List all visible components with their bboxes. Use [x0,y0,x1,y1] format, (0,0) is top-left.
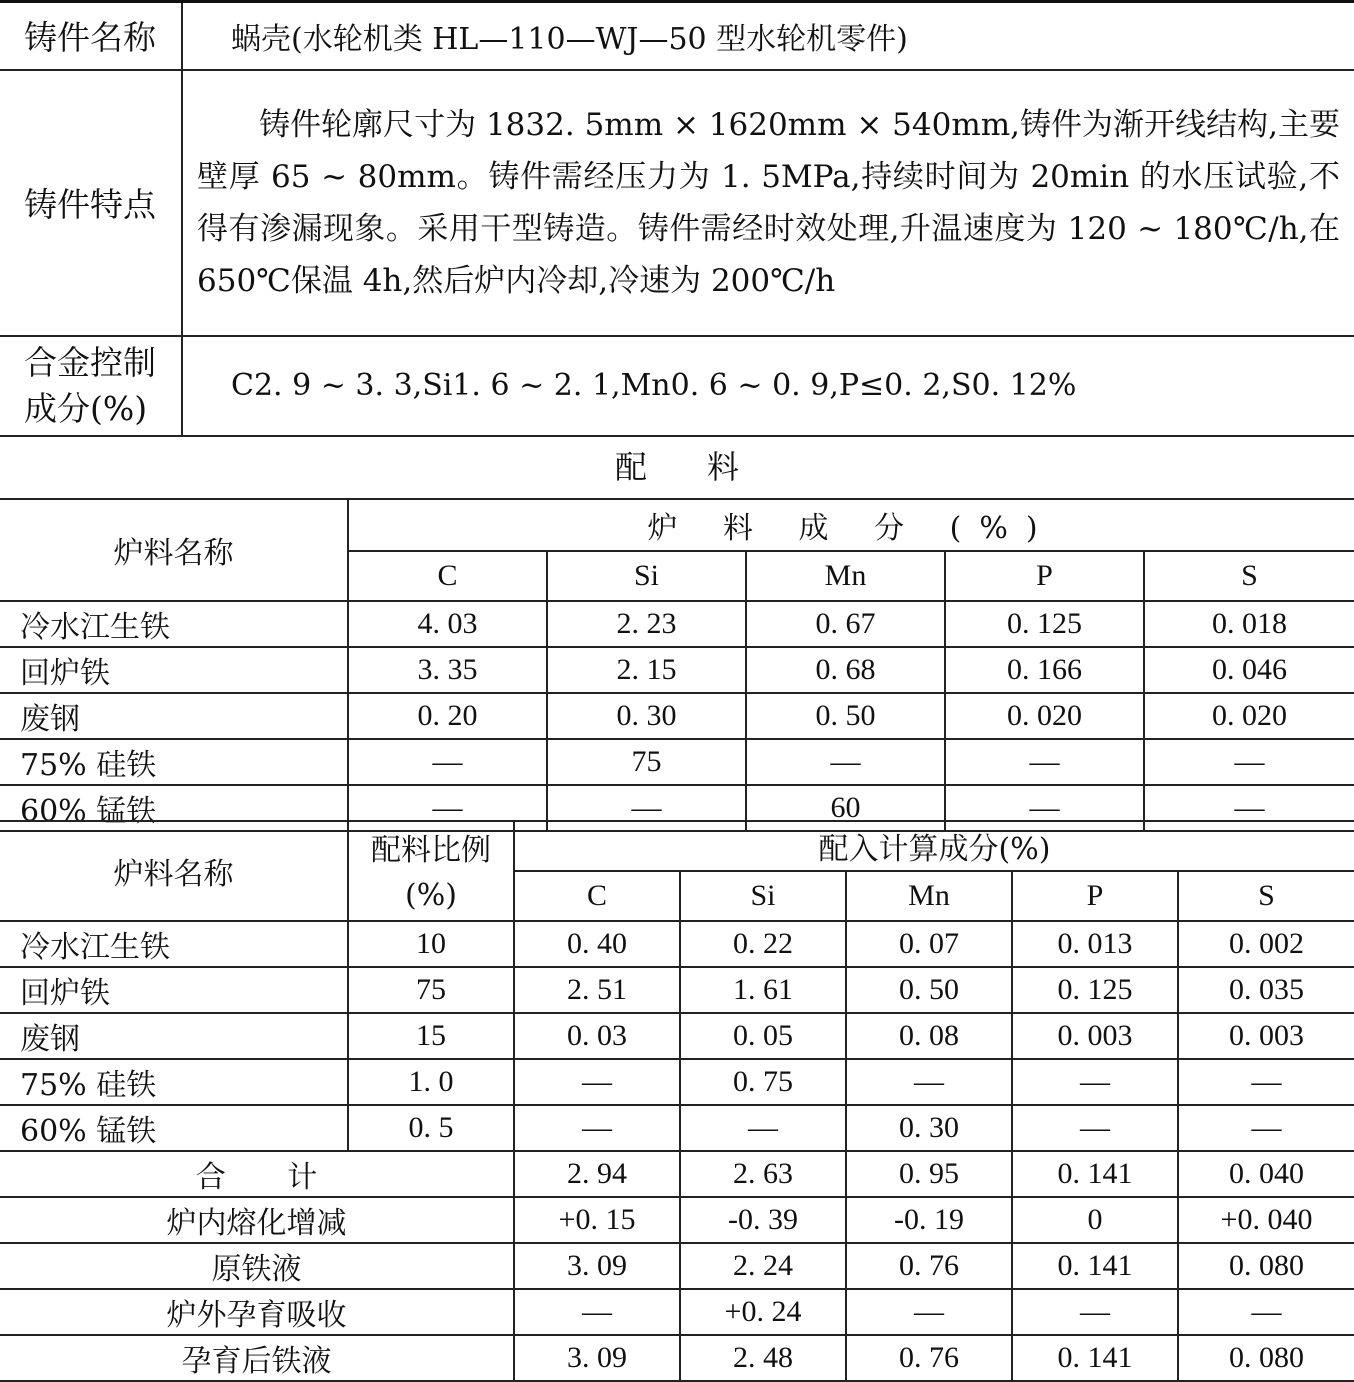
comp-cell: — [1144,739,1354,785]
summary-label: 炉外孕育吸收 [0,1289,514,1335]
comp-col-header: C [348,551,547,601]
mix-cell: — [514,1105,680,1151]
comp-cell: 75 [547,739,746,785]
casting-features-value: 铸件轮廓尺寸为 1832. 5mm × 1620mm × 540mm,铸件为渐开线结构,主要壁厚 65 ~ 80mm。铸件需经压力为 1. 5MPa,持续时间为 20min 的水压试验,不得有渗漏现象。采用干型铸造。铸件需经时效处理,升温速度为 120 ~ 180℃/h,在 650℃保温 4h,然后炉内冷却,冷速为 200℃/h [197,106,1340,299]
comp-name-header: 炉料名称 [0,499,348,601]
comp-group-header: 炉 料 成 分 (%) [348,499,1354,551]
summary-cell: 2. 94 [514,1151,680,1197]
summary-cell: -0. 19 [846,1197,1012,1243]
summary-row [0,1289,1354,1335]
mix-cell: — [1178,1059,1354,1105]
mix-row-ratio: 15 [348,1013,514,1059]
summary-cell: — [514,1289,680,1335]
comp-cell: — [1144,785,1354,831]
casting-name-value: 蜗壳(水轮机类 HL—110—WJ—50 型水轮机零件) [182,2,1354,70]
alloy-control-label-line2: 成分(%) [24,388,148,428]
comp-row-name: 废钢 [0,693,348,739]
mix-row [0,921,1354,967]
comp-cell: 0. 018 [1144,601,1354,647]
casting-info-table [0,0,1354,437]
mix-cell: 0. 30 [846,1105,1012,1151]
comp-cell: 2. 23 [547,601,746,647]
comp-cell: — [945,785,1144,831]
comp-row [0,601,1354,647]
section-title: 配料 [614,448,799,486]
mix-col-header: C [514,871,680,921]
summary-cell: 0. 040 [1178,1151,1354,1197]
comp-cell: 0. 67 [746,601,945,647]
summary-label: 孕育后铁液 [0,1335,514,1381]
summary-cell: 0. 080 [1178,1335,1354,1381]
summary-cell: — [1178,1289,1354,1335]
mix-row-name: 60% 锰铁 [0,1105,348,1151]
summary-cell: +0. 040 [1178,1197,1354,1243]
alloy-control-value: C2. 9 ~ 3. 3,Si1. 6 ~ 2. 1,Mn0. 6 ~ 0. 9,P≤0. 2,S0. 12% [182,336,1354,436]
comp-cell: 0. 125 [945,601,1144,647]
mix-cell: 2. 51 [514,967,680,1013]
comp-cell: 3. 35 [348,647,547,693]
comp-cell: — [945,739,1144,785]
comp-cell: 4. 03 [348,601,547,647]
summary-cell: — [1012,1289,1178,1335]
summary-cell: +0. 24 [680,1289,846,1335]
mix-row [0,1013,1354,1059]
comp-cell: 60 [746,785,945,831]
summary-cell: 0. 76 [846,1243,1012,1289]
summary-cell: 2. 63 [680,1151,846,1197]
mix-cell: 0. 003 [1178,1013,1354,1059]
mix-cell: — [680,1105,846,1151]
mix-row-ratio: 1. 0 [348,1059,514,1105]
comp-cell: — [348,785,547,831]
comp-cell: — [348,739,547,785]
summary-cell: -0. 39 [680,1197,846,1243]
mix-row-name: 75% 硅铁 [0,1059,348,1105]
mix-row-name: 废钢 [0,1013,348,1059]
mix-col-header: P [1012,871,1178,921]
comp-row-name: 60% 锰铁 [0,785,348,831]
mix-cell: 0. 03 [514,1013,680,1059]
comp-row [0,739,1354,785]
comp-cell: 0. 020 [945,693,1144,739]
casting-name-label: 铸件名称 [0,2,182,70]
comp-row-name: 冷水江生铁 [0,601,348,647]
mix-group-header: 配入计算成分(%) [514,821,1354,871]
summary-row [0,1243,1354,1289]
summary-cell: 0. 141 [1012,1151,1178,1197]
comp-cell: 2. 15 [547,647,746,693]
summary-cell: 0. 95 [846,1151,1012,1197]
comp-cell: 0. 68 [746,647,945,693]
mix-row-ratio: 10 [348,921,514,967]
comp-col-header: Si [547,551,746,601]
mix-row-name: 回炉铁 [0,967,348,1013]
comp-col-header: P [945,551,1144,601]
casting-features-label: 铸件特点 [0,70,182,336]
comp-cell: 0. 046 [1144,647,1354,693]
mix-cell: 0. 035 [1178,967,1354,1013]
summary-cell: +0. 15 [514,1197,680,1243]
summary-row [0,1335,1354,1381]
mix-row-name: 冷水江生铁 [0,921,348,967]
mix-ratio-header-line1: 配料比例 [348,821,514,871]
mix-col-header: Si [680,871,846,921]
mix-col-header: Mn [846,871,1012,921]
mix-name-header: 炉料名称 [0,821,348,921]
mix-row-ratio: 75 [348,967,514,1013]
mix-cell: 0. 013 [1012,921,1178,967]
comp-row-name: 回炉铁 [0,647,348,693]
comp-row-name: 75% 硅铁 [0,739,348,785]
mix-cell: 0. 05 [680,1013,846,1059]
alloy-control-label [0,336,182,436]
summary-row [0,1151,1354,1197]
mix-cell: — [846,1059,1012,1105]
comp-cell: 0. 20 [348,693,547,739]
mix-ratio-header-line2: (%) [348,871,514,921]
summary-cell: 3. 09 [514,1335,680,1381]
mix-cell: — [1178,1105,1354,1151]
summary-label: 原铁液 [0,1243,514,1289]
mix-cell: — [1012,1105,1178,1151]
mix-cell: 0. 125 [1012,967,1178,1013]
mix-row [0,1059,1354,1105]
comp-cell: — [746,739,945,785]
summary-label: 炉内熔化增减 [0,1197,514,1243]
summary-row [0,1197,1354,1243]
comp-cell: 0. 30 [547,693,746,739]
mix-cell: 0. 002 [1178,921,1354,967]
comp-cell: 0. 166 [945,647,1144,693]
mix-cell: 0. 08 [846,1013,1012,1059]
mix-row-ratio: 0. 5 [348,1105,514,1151]
summary-cell: 3. 09 [514,1243,680,1289]
mix-row [0,967,1354,1013]
alloy-control-label-line1: 合金控制 [24,342,156,382]
comp-row [0,693,1354,739]
charge-composition-table [0,498,1354,832]
mix-cell: 0. 75 [680,1059,846,1105]
mix-cell: 1. 61 [680,967,846,1013]
mix-cell: 0. 50 [846,967,1012,1013]
comp-col-header: Mn [746,551,945,601]
comp-cell: 0. 020 [1144,693,1354,739]
mix-cell: — [1012,1059,1178,1105]
comp-row [0,647,1354,693]
mix-cell: 0. 40 [514,921,680,967]
mix-cell: — [514,1059,680,1105]
comp-cell: — [547,785,746,831]
summary-cell: 0. 141 [1012,1243,1178,1289]
mix-cell: 0. 003 [1012,1013,1178,1059]
summary-cell: 2. 24 [680,1243,846,1289]
mix-col-header: S [1178,871,1354,921]
casting-features-cell [182,70,1354,336]
summary-cell: 2. 48 [680,1335,846,1381]
comp-col-header: S [1144,551,1354,601]
summary-cell: 0. 141 [1012,1335,1178,1381]
summary-cell: 0 [1012,1197,1178,1243]
mix-cell: 0. 07 [846,921,1012,967]
comp-cell: 0. 50 [746,693,945,739]
charge-mix-table [0,820,1354,1382]
summary-label: 合 计 [0,1151,514,1197]
mix-cell: 0. 22 [680,921,846,967]
mix-row [0,1105,1354,1151]
summary-cell: — [846,1289,1012,1335]
summary-cell: 0. 080 [1178,1243,1354,1289]
summary-cell: 0. 76 [846,1335,1012,1381]
